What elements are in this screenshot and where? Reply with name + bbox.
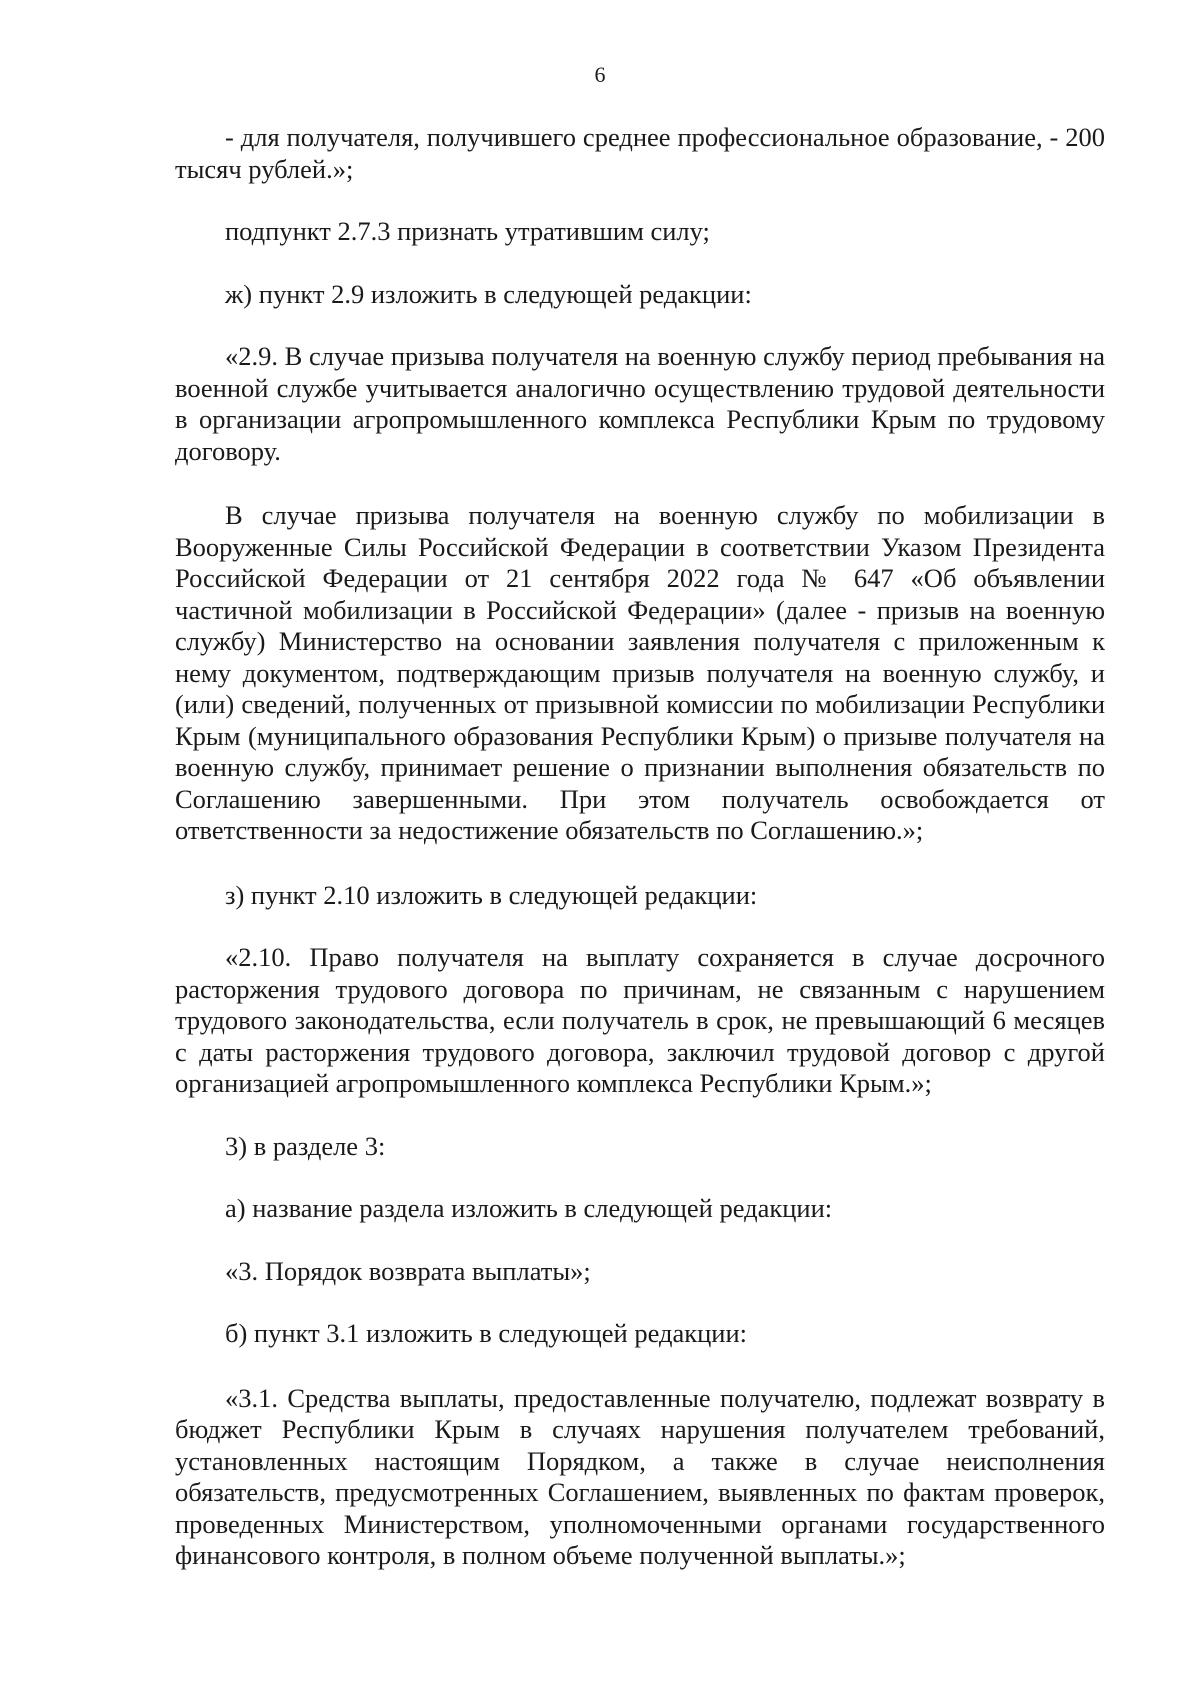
paragraph-clause-b: б) пункт 3.1 изложить в следующей редакции: bbox=[225, 1318, 748, 1348]
paragraph-clause-2-10: «2.10. Право получателя на выплату сохраняется в случае досрочного расторжения трудового договора по причинам, не связанным с нарушением трудового законодательства, если получатель в срок, не превышающий 6 месяцев с даты расторжения трудового договора, заключил трудовой договор с другой организацией агропромышленного комплекса Республики Крым.»; bbox=[175, 942, 1105, 1098]
paragraph-clause-zh: ж) пункт 2.9 изложить в следующей редакции: bbox=[225, 278, 752, 309]
paragraph-subclause-2-7-3: подпункт 2.7.3 признать утратившим силу; bbox=[225, 216, 710, 246]
paragraph-section-3: 3) в разделе 3: bbox=[225, 1130, 386, 1161]
paragraph-mobilization: В случае призыва получателя на военную службу по мобилизации в Вооруженные Силы Российской Федерации в соответствии Указом Президента Российской Федерации от 21 сентября 2022 года № 647 «Об объявлении частичной мобилизации в Российской Федерации» (далее - призыв на военную службу) Министерство на основании заявления получателя с приложенным к нему документом, подтверждающим призыв получателя на военную службу, и (или) сведений, полученных от призывной комиссии по мобилизации Республики Крым (муниципального образования Республики Крым) о призыве получателя на военную службу, принимает решение о признании выполнения обязательств по Соглашению завершенными. При этом получатель освобождается от ответственности за недостижение обязательств по Соглашению.»; bbox=[175, 500, 1105, 845]
page-number: 6 bbox=[594, 62, 606, 87]
paragraph-clause-2-9: «2.9. В случае призыва получателя на военную службу период пребывания на военной службе учитывается аналогично осуществлению трудовой деятельности в организации агропромышленного комплекса Республики Крым по трудовому договору. bbox=[175, 341, 1105, 466]
document-body bbox=[175, 122, 1105, 1572]
paragraph-section-title: «3. Порядок возврата выплаты»; bbox=[225, 1255, 591, 1286]
paragraph-clause-3-1: «3.1. Средства выплаты, предоставленные получателю, подлежат возврату в бюджет Республики Крым в случаях нарушения получателем требований, установленных настоящим Порядком, а также в случае неисполнения обязательств, предусмотренных Соглашением, выявленных по фактам проверок, проведенных Министерством, уполномоченными органами государственного финансового контроля, в полном объеме полученной выплаты.»; bbox=[175, 1382, 1105, 1570]
paragraph-recipient-secondary-education: - для получателя, получившего среднее профессиональное образование, - 200 тысяч рублей.»; bbox=[175, 122, 1105, 184]
paragraph-clause-z: з) пункт 2.10 изложить в следующей редакции: bbox=[225, 879, 758, 910]
paragraph-clause-a: а) название раздела изложить в следующей редакции: bbox=[225, 1193, 833, 1223]
